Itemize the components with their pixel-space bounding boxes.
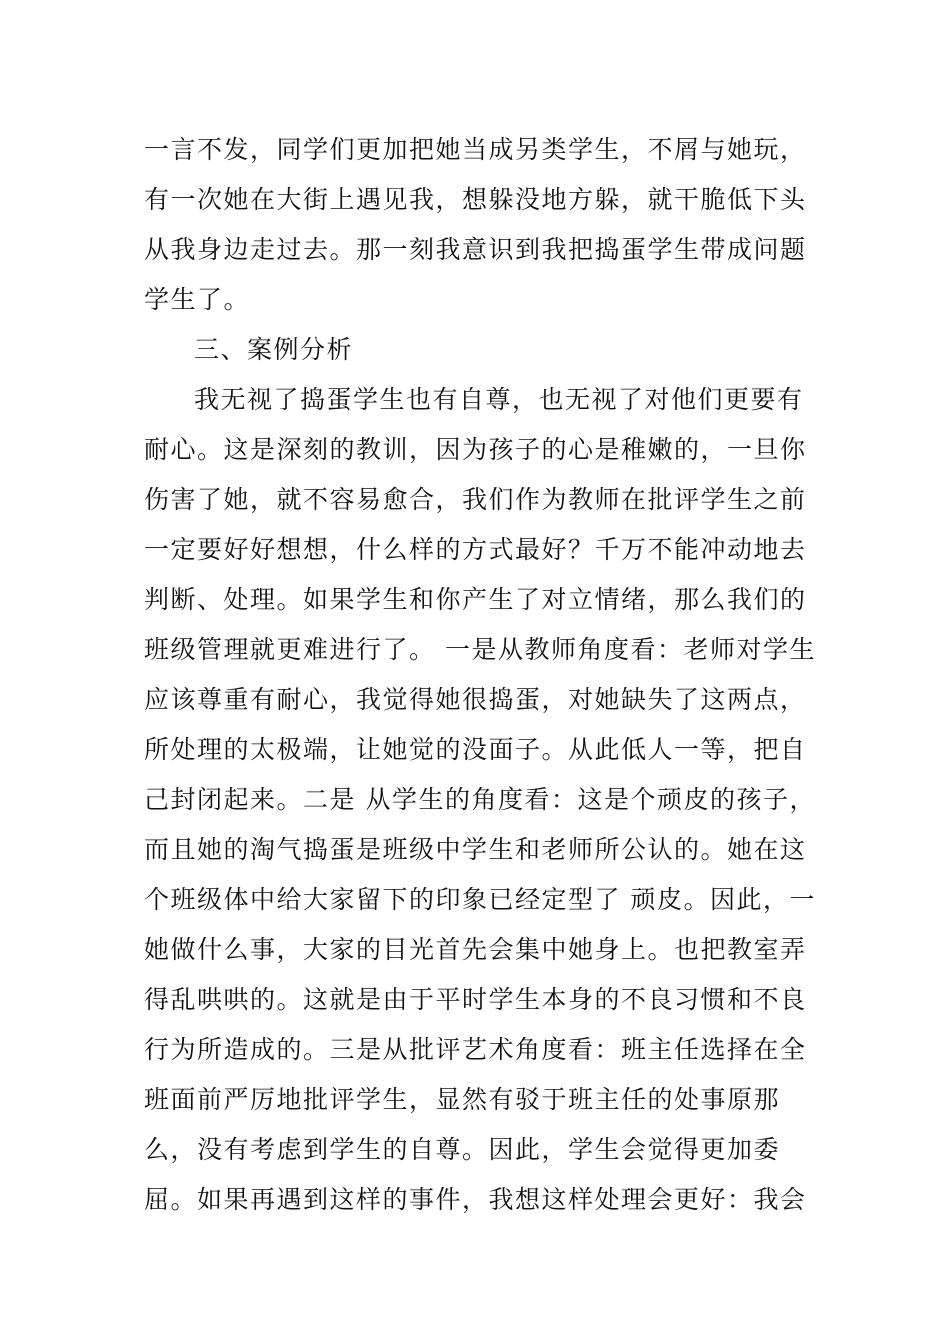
text-line: 她做什么事，大家的目光首先会集中她身上。也把教室弄 bbox=[144, 935, 807, 964]
text-line: 有一次她在大街上遇见我，想躲没地方躲，就干脆低下头 bbox=[144, 185, 807, 214]
text-line: 行为所造成的。三是从批评艺术角度看：班主任选择在全 bbox=[144, 1035, 807, 1064]
text-line: 所处理的太极端，让她觉的没面子。从此低人一等，把自 bbox=[144, 735, 807, 764]
text-line: 判断、处理。如果学生和你产生了对立情绪，那么我们的 bbox=[144, 585, 807, 614]
text-line: 耐心。这是深刻的教训，因为孩子的心是稚嫩的，一旦你 bbox=[144, 435, 807, 464]
text-line: 从我身边走过去。那一刻我意识到我把捣蛋学生带成问题 bbox=[144, 235, 807, 264]
text-line: 己封闭起来。二是 从学生的角度看：这是个顽皮的孩子， bbox=[144, 785, 816, 814]
text-line: 伤害了她，就不容易愈合，我们作为教师在批评学生之前 bbox=[144, 485, 807, 514]
text-line: 班级管理就更难进行了。 一是从教师角度看：老师对学生 bbox=[144, 635, 816, 664]
text-line: 得乱哄哄的。这就是由于平时学生本身的不良习惯和不良 bbox=[144, 985, 807, 1014]
text-line: 么，没有考虑到学生的自尊。因此，学生会觉得更加委 bbox=[144, 1135, 781, 1164]
text-line: 而且她的淘气捣蛋是班级中学生和老师所公认的。她在这 bbox=[144, 835, 807, 864]
text-line: 班面前严厉地批评学生，显然有驳于班主任的处事原那 bbox=[144, 1085, 781, 1114]
text-line: 学生了。 bbox=[144, 285, 251, 314]
paragraph-first-line: 我无视了捣蛋学生也有自尊，也无视了对他们更要有 bbox=[194, 385, 804, 414]
text-line: 应该尊重有耐心，我觉得她很捣蛋，对她缺失了这两点， bbox=[144, 685, 807, 714]
section-heading: 三、案例分析 bbox=[194, 335, 354, 364]
text-line: 一言不发，同学们更加把她当成另类学生，不屑与她玩， bbox=[144, 135, 807, 164]
text-line: 个班级体中给大家留下的印象已经定型了 顽皮。因此，一 bbox=[144, 885, 816, 914]
text-line: 屈。如果再遇到这样的事件，我想这样处理会更好：我会 bbox=[144, 1185, 807, 1214]
text-line: 一定要好好想想，什么样的方式最好？千万不能冲动地去 bbox=[144, 535, 807, 564]
